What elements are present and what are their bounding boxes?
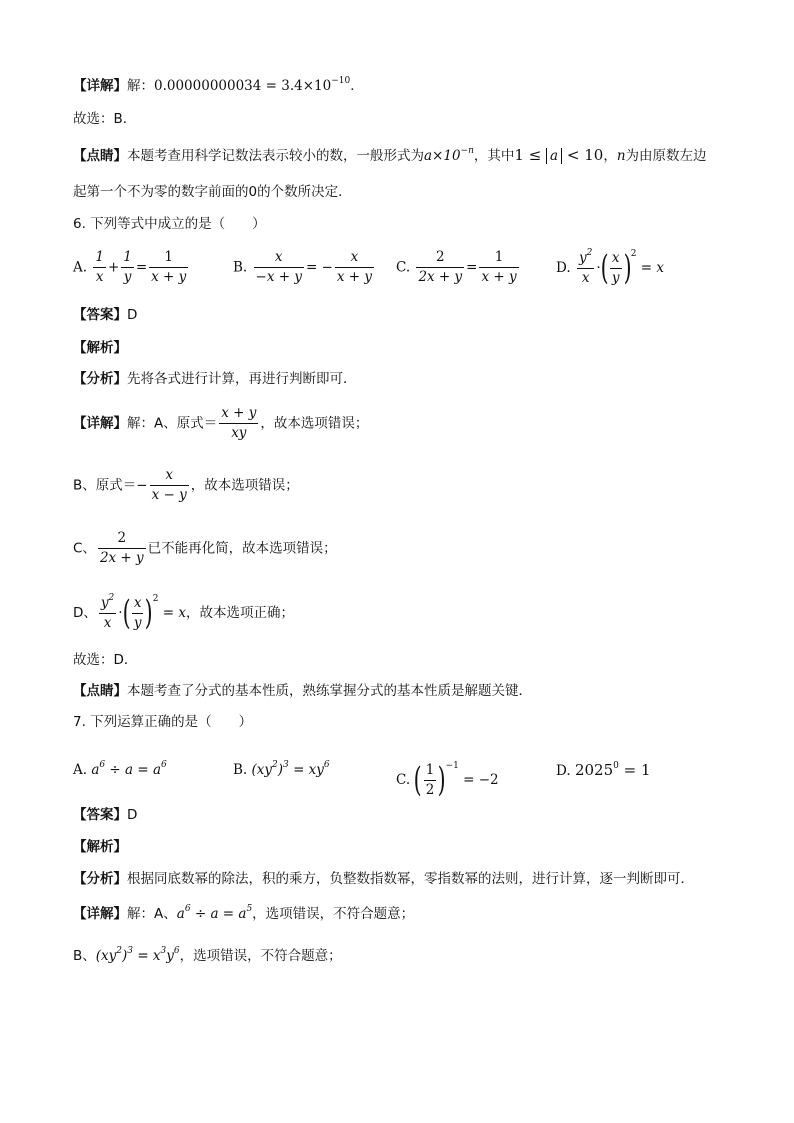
analysis-tag: 【解析】 [73,340,127,356]
fraction: $\frac{x}{-x + y}$ [255,249,302,285]
fraction: $\frac{2}{2x + y}$ [99,530,144,566]
q7-answer [73,805,137,825]
dianjing-text: 本题考查了分式的基本性质，熟练掌握分式的基本性质是解题关键． [127,683,532,699]
q7-option-c: C. ( $\frac{1}{2}$ )−1 = −2 [396,760,499,800]
fraction: $\frac{y^2}{x}$ [578,247,593,286]
detail-line-q5 [73,76,364,96]
dianjing-text-i: 为由原数左边 [625,148,707,164]
q6-detail-a [73,404,368,443]
fraction: $\frac{x}{x + y}$ [336,249,373,285]
option-label: C. [396,772,411,788]
option-label: D. [556,260,571,276]
detail-tag: 【详解】 [73,415,127,432]
q6-dianjing [73,681,532,701]
detail-tag: 【详解】 [73,906,127,922]
analysis-tag: 【解析】 [73,839,127,855]
answer-tag: 【答案】 [73,307,127,323]
answer-tag: 【答案】 [73,807,127,823]
fraction: $\frac{x}{y}$ [133,594,142,631]
answer-value: D [127,807,138,823]
fraction: $\frac{1}{x + y}$ [151,249,187,285]
detail-a-end: ，故本选项错误； [260,415,369,432]
q6-choose: 故选：D． [73,652,138,668]
q6-answer [73,305,137,325]
detail-b-text: B、原式＝− [73,477,148,494]
comma: ， [603,148,617,164]
dianjing-tag: 【点睛】 [73,683,127,699]
q6-fenxi [73,369,357,389]
q7-detail-b: B、$(xy^2)^3 = x^3y^6$，选项错误，不符合题意； [73,946,342,964]
dianjing-text-c: ，其中 [473,148,515,164]
dianjing-text-a: 本题考查用科学记数法表示较小的数，一般形式为 [127,148,424,164]
inequality-right: < 10 [562,146,604,164]
q7-fenxi [73,869,694,889]
q6-option-b: B. $\frac{x}{-x + y}$ = − $\frac{x}{x + y}$ [233,249,373,285]
fenxi-tag: 【分析】 [73,371,127,387]
q7-stem: 7. 下列运算正确的是（ ） [73,714,253,730]
fenxi-text: 先将各式进行计算，再进行判断即可． [127,371,357,387]
q6-detail-d: D、 $\frac{y^2}{x}$ ·( $\frac{x}{y}$ )2 = x，故本选项正确； [73,592,295,633]
option-label: A. [73,259,88,276]
q7-option-a: A. $a^6 \div a = a^6$ [73,760,167,778]
detail-tag: 【详解】 [73,78,127,94]
q7-analysis [73,837,127,857]
general-form-math [424,148,474,164]
q6-option-c: C. $\frac{2}{2x + y}$ = $\frac{1}{x + y}$ [396,249,517,285]
option-label: C. [396,259,411,276]
dianjing-line-q5 [73,145,707,166]
fraction: $\frac{2}{2x + y}$ [418,249,463,285]
var-n: n [616,148,626,164]
fraction: $\frac{1}{x}$ [95,249,104,285]
option-d-exponent: 0 [613,761,619,771]
detail-a-end: ，选项错误，不符合题意； [252,906,415,922]
q6-stem: 6. 下列等式中成立的是（ ） [73,216,266,232]
dianjing-line-q5-cont: 起第一个不为零的数字前面的0的个数所决定． [73,184,352,200]
inequality-left: 1 ≤ [514,146,547,164]
fraction: $\frac{x}{y}$ [611,249,620,286]
sci-notation-base: 0.00000000034 = 3.4×10 [154,78,332,94]
fraction: $\frac{x}{x - y}$ [151,467,187,503]
answer-value: D [127,307,138,323]
q6-detail-c [73,529,337,568]
abs-a: a [546,148,562,164]
option-d-base: 2025 [574,761,614,779]
q6-option-a: A. $\frac{1}{x}$ + $\frac{1}{y}$ = $\frac{1}{x + y}$ [73,249,187,285]
option-label: D. [556,763,571,779]
detail-b-end: ，故本选项错误； [190,477,299,494]
detail-d-end: ，故本选项正确； [186,605,295,621]
option-label: B. [233,259,248,276]
q7-detail-a: 【详解】解：A、$a^6 \div a = a^5$，选项错误，不符合题意； [73,904,415,922]
q7-option-b: B. $(xy^2)^3 = xy^6$ [233,760,330,778]
q6-option-d: D. $\frac{y^2}{x}$ ·( $\frac{x}{y}$ )2 = x [556,247,665,288]
detail-a-text: 解：A、 [127,906,177,922]
detail-text: 解： [127,78,154,94]
option-d-rest: = 1 [618,761,651,779]
fraction: $\frac{1}{x + y}$ [481,249,517,285]
fraction: $\frac{x + y}{xy}$ [221,405,257,441]
q6-analysis [73,338,127,358]
detail-c-end: 已不能再化简，故本选项错误； [147,540,337,557]
general-form-base: a×10 [424,148,461,164]
detail-c-text: C、 [73,540,96,557]
detail-a-text: 解：A、原式＝ [127,415,218,432]
option-label: A. [73,762,88,778]
fraction: $\frac{y^2}{x}$ [100,592,115,631]
fraction: $\frac{1}{2}$ [425,761,435,798]
detail-b-text: B、 [73,948,96,964]
q7-option-d [556,760,651,781]
dianjing-tag: 【点睛】 [73,148,127,164]
option-label: B. [233,762,248,778]
fenxi-text: 根据同底数幂的除法，积的乘方，负整数指数幂，零指数幂的法则，进行计算，逐一判断即可． [127,871,694,887]
general-form-exponent: −n [460,146,474,156]
q6-detail-b [73,466,299,505]
choose-line-q5: 故选：B． [73,111,137,127]
sci-notation-math [154,78,350,94]
detail-d-text: D、 [73,605,97,621]
fraction: $\frac{1}{y}$ [123,249,132,285]
sci-notation-exponent: −10 [331,76,351,86]
fenxi-tag: 【分析】 [73,871,127,887]
detail-b-end: ，选项错误，不符合题意； [179,948,342,964]
period: ． [350,78,364,94]
